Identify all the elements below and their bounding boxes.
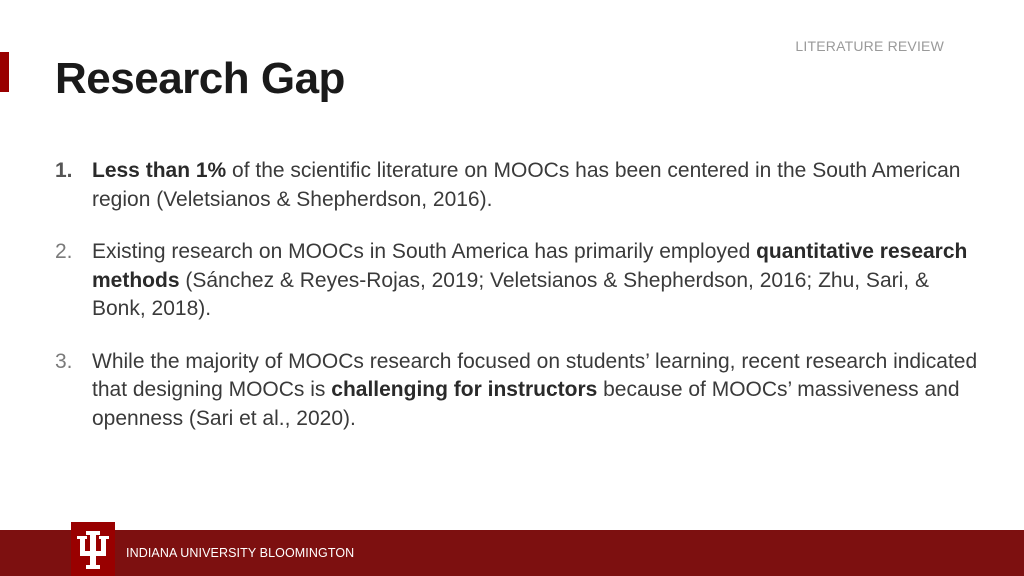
item-number: 2.	[55, 240, 73, 263]
accent-bar	[0, 52, 9, 92]
list-item	[55, 348, 980, 434]
emphasis: Less than 1%	[92, 159, 227, 182]
institution-name: INDIANA UNIVERSITY BLOOMINGTON	[126, 546, 355, 560]
research-gap-list	[55, 157, 980, 457]
footer-bar	[0, 530, 1024, 576]
section-label: LITERATURE REVIEW	[795, 38, 944, 54]
emphasis: challenging for instructors	[331, 378, 598, 401]
list-item	[55, 238, 980, 324]
iu-trident-logo-icon	[77, 531, 109, 569]
item-text	[92, 159, 960, 211]
list-item	[55, 157, 980, 214]
emphasis: quantitative research methods	[92, 240, 968, 292]
item-number: 3.	[55, 349, 73, 373]
text-run: Existing research on MOOCs in South America has primarily employed	[92, 240, 757, 263]
item-text	[92, 350, 977, 430]
iu-logo	[71, 522, 115, 576]
text-run: (Sánchez & Reyes-Rojas, 2019; Veletsianos & Shepherdson, 2016; Zhu, Sari, & Bonk, 2018).	[92, 268, 929, 320]
page-title: Research Gap	[55, 54, 345, 103]
text-run: While the majority of MOOCs research focused on students’ learning, recent research indicated that designing MOOCs is	[92, 349, 978, 401]
item-number: 1.	[55, 159, 73, 182]
text-run: of the scientific literature on MOOCs has been centered in the South American region (Veletsianos & Shepherdson, 2016).	[92, 159, 961, 211]
item-text	[92, 240, 967, 320]
text-run: because of MOOCs’ massiveness and openness (Sari et al., 2020).	[92, 378, 960, 430]
